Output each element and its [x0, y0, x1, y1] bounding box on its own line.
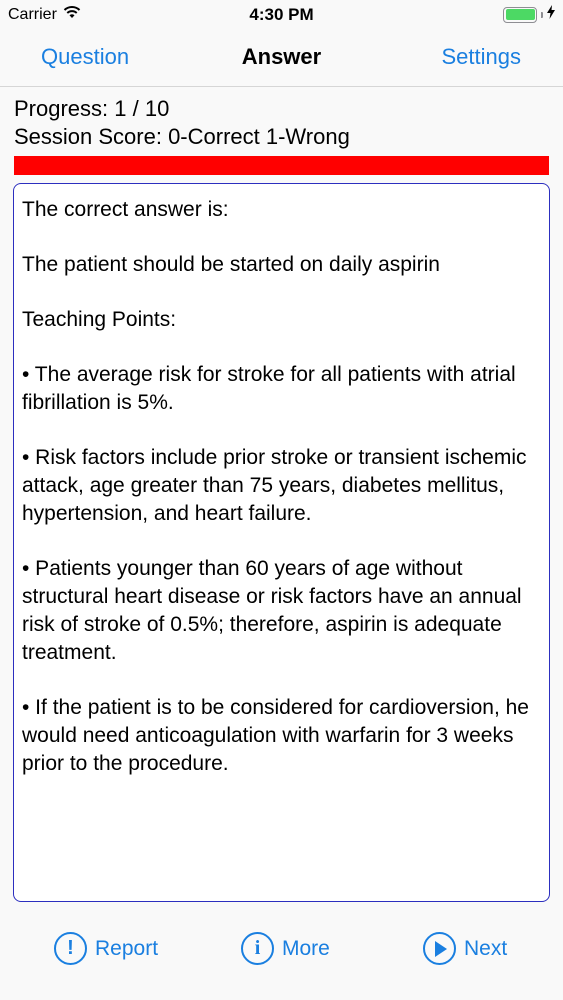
- session-score-label: Session Score: 0-Correct 1-Wrong: [14, 124, 350, 149]
- report-label: Report: [95, 936, 159, 960]
- next-label: Next: [464, 936, 508, 960]
- battery-tip: [541, 12, 543, 18]
- answer-paragraph: The correct answer is:: [22, 198, 229, 221]
- answer-paragraph: Teaching Points:: [22, 308, 177, 331]
- answer-paragraph: The patient should be started on daily aspirin: [22, 253, 440, 276]
- question-button[interactable]: Question: [41, 44, 130, 69]
- answer-text-area[interactable]: [13, 183, 550, 902]
- next-button[interactable]: [423, 932, 507, 965]
- bottom-toolbar: [0, 920, 563, 980]
- navigation-bar: [0, 30, 563, 87]
- more-button[interactable]: [241, 932, 330, 965]
- report-button[interactable]: [54, 932, 158, 965]
- progress-info: [14, 95, 350, 151]
- answer-paragraph: • Risk factors include prior stroke or transient ischemic attack, age greater than 75 years, diabetes mellitus, hypertension, and heart failure.: [22, 446, 527, 525]
- status-right: [503, 5, 555, 24]
- answer-paragraph: • The average risk for stroke for all patients with atrial fibrillation is 5%.: [22, 363, 516, 414]
- battery-icon: [503, 7, 537, 23]
- answer-paragraph: • Patients younger than 60 years of age without structural heart disease or risk factors have an annual risk of stroke of 0.5%; therefore, aspirin is adequate treatment.: [22, 557, 522, 664]
- play-circle-icon: [423, 932, 456, 965]
- more-label: More: [282, 936, 330, 960]
- status-time: 4:30 PM: [249, 5, 314, 24]
- progress-label: Progress: 1 / 10: [14, 96, 170, 121]
- progress-bar: [14, 156, 549, 175]
- settings-button[interactable]: Settings: [441, 44, 521, 69]
- page-title: Answer: [241, 44, 322, 69]
- info-circle-icon: i: [241, 932, 274, 965]
- answer-paragraph: • If the patient is to be considered for cardioversion, he would need anticoagulation with warfarin for 3 weeks prior to the procedure.: [22, 696, 529, 775]
- exclamation-circle-icon: !: [54, 932, 87, 965]
- charging-icon: [547, 5, 555, 24]
- status-bar: [0, 0, 563, 30]
- carrier-label: Carrier: [8, 5, 57, 23]
